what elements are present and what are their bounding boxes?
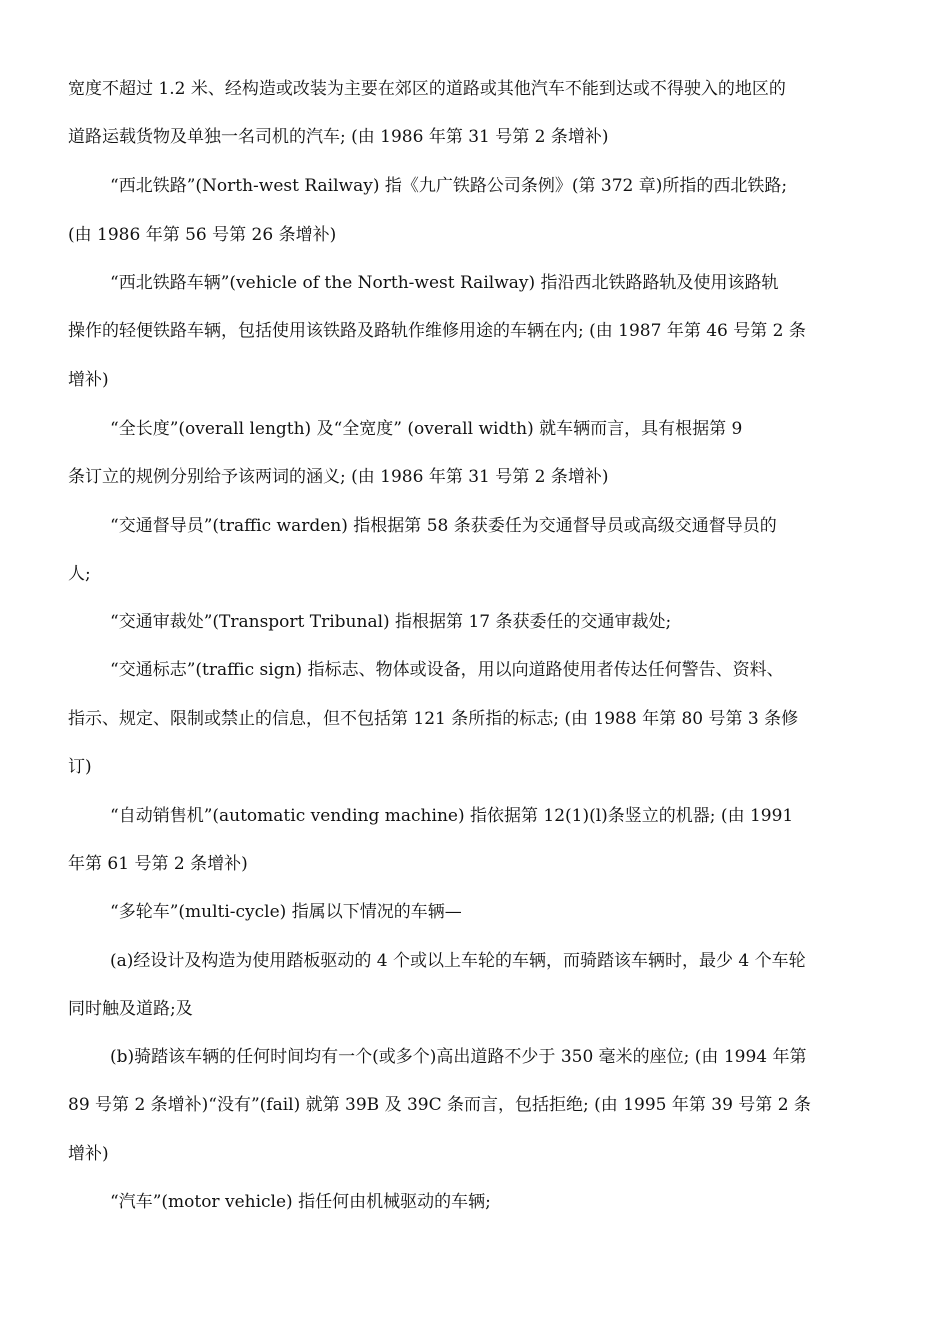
text-line: 增补) bbox=[68, 370, 109, 390]
text-line: “交通标志”(traffic sign) 指标志、物体或设备，用以向道路使用者传达任何警告、资料、 bbox=[110, 660, 784, 680]
text-line: 订) bbox=[68, 757, 92, 777]
text-line: “西北铁路”(North-west Railway) 指《九广铁路公司条例》(第 372 章)所指的西北铁路; bbox=[110, 176, 788, 196]
text-line: (b)骑踏该车辆的任何时间均有一个(或多个)高出道路不少于 350 毫米的座位; (由 1994 年第 bbox=[110, 1047, 807, 1067]
text-line: 宽度不超过 1.2 米、经构造或改装为主要在郊区的道路或其他汽车不能到达或不得驶入的地区的 bbox=[68, 79, 786, 99]
text-line: “全长度”(overall length) 及“全宽度” (overall width) 就车辆而言，具有根据第 9 bbox=[110, 419, 743, 439]
text-line: “交通督导员”(traffic warden) 指根据第 58 条获委任为交通督导员或高级交通督导员的 bbox=[110, 516, 777, 536]
text-line: “西北铁路车辆”(vehicle of the North-west Railway) 指沿西北铁路路轨及使用该路轨 bbox=[110, 273, 779, 293]
text-line: (a)经设计及构造为使用踏板驱动的 4 个或以上车轮的车辆，而骑踏该车辆时，最少 4 个车轮 bbox=[110, 951, 806, 971]
text-line: “多轮车”(multi-cycle) 指属以下情况的车辆— bbox=[110, 902, 462, 922]
text-line: “汽车”(motor vehicle) 指任何由机械驱动的车辆; bbox=[110, 1192, 491, 1212]
text-line: 增补) bbox=[68, 1144, 109, 1164]
text-line: 条订立的规例分别给予该两词的涵义; (由 1986 年第 31 号第 2 条增补) bbox=[68, 467, 609, 487]
text-line: 操作的轻便铁路车辆，包括使用该铁路及路轨作维修用途的车辆在内; (由 1987 年第 46 号第 2 条 bbox=[68, 321, 806, 341]
text-line: (由 1986 年第 56 号第 26 条增补) bbox=[68, 225, 337, 245]
text-line: “自动销售机”(automatic vending machine) 指依据第 12(1)(l)条竖立的机器; (由 1991 bbox=[110, 806, 794, 826]
text-line: 指示、规定、限制或禁止的信息，但不包括第 121 条所指的标志; (由 1988 年第 80 号第 3 条修 bbox=[68, 709, 799, 729]
text-line: 道路运载货物及单独一名司机的汽车; (由 1986 年第 31 号第 2 条增补) bbox=[68, 127, 609, 147]
text-line: “交通审裁处”(Transport Tribunal) 指根据第 17 条获委任的交通审裁处; bbox=[110, 612, 672, 632]
text-line: 同时触及道路;及 bbox=[68, 999, 193, 1019]
text-line: 人; bbox=[68, 564, 91, 584]
text-line: 年第 61 号第 2 条增补) bbox=[68, 854, 248, 874]
text-line: 89 号第 2 条增补)“没有”(fail) 就第 39B 及 39C 条而言，包括拒绝; (由 1995 年第 39 号第 2 条 bbox=[68, 1095, 811, 1115]
